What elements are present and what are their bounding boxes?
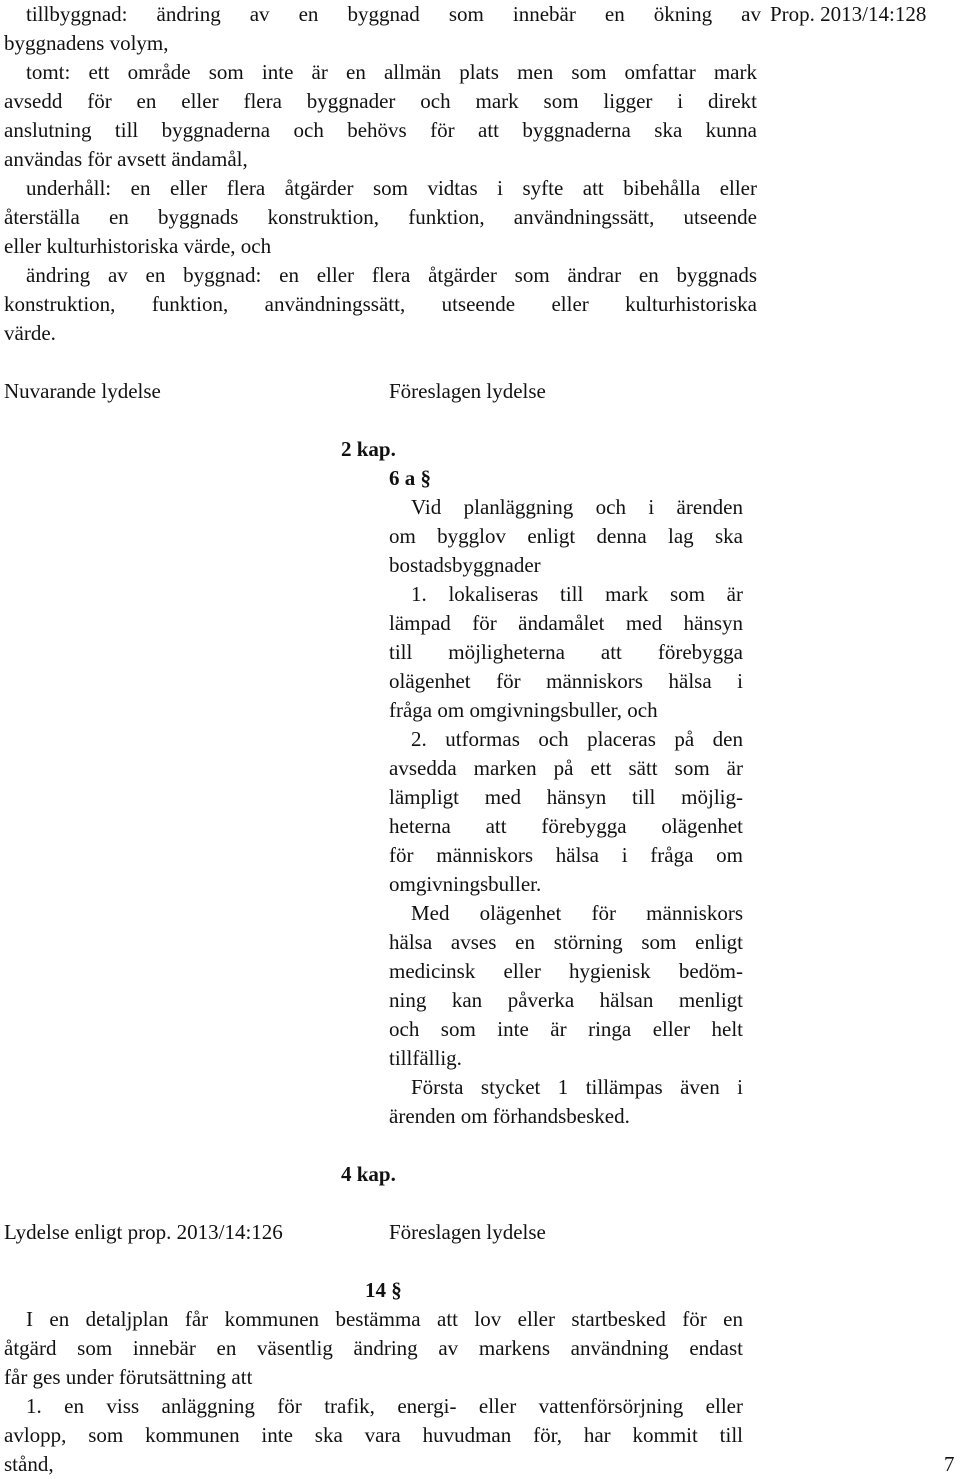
proposed-text-line: I en detaljplan får kommunen bestämma att lov eller startbesked för en	[26, 1307, 743, 1331]
column-heading-proposed: Föreslagen lydelse	[389, 379, 546, 403]
definition-line: anslutning till byggnaderna och behövs för att byggnaderna ska kunna	[4, 118, 757, 142]
proposed-text-line: heterna att förebygga olägenhet	[389, 814, 743, 838]
proposed-text-line: omgivningsbuller.	[389, 872, 542, 896]
definition-line: tillbyggnad: ändring av en byggnad som innebär en ökning av	[26, 2, 761, 26]
proposed-text-line: Vid planläggning och i ärenden	[411, 495, 743, 519]
proposed-text-line: olägenhet för människors hälsa i	[389, 669, 743, 693]
definition-line: avsedd för en eller flera byggnader och mark som ligger i direkt	[4, 89, 757, 113]
definition-line: underhåll: en eller flera åtgärder som vidtas i syfte att bibehålla eller	[26, 176, 757, 200]
definition-line: värde.	[4, 321, 56, 345]
proposed-text-line: till möjligheterna att förebygga	[389, 640, 743, 664]
definition-line: eller kulturhistoriska värde, och	[4, 234, 272, 258]
definition-line: tomt: ett område som inte är en allmän plats men som omfattar mark	[26, 60, 757, 84]
proposed-text-line: fråga om omgivningsbuller, och	[389, 698, 658, 722]
definition-line: återställa en byggnads konstruktion, funktion, användningssätt, utseende	[4, 205, 757, 229]
proposed-text-line: får ges under förutsättning att	[4, 1365, 253, 1389]
page-number: 7	[944, 1452, 955, 1476]
proposed-text-line: för människors hälsa i fråga om	[389, 843, 743, 867]
proposed-text-line: stånd,	[4, 1452, 54, 1476]
proposed-text-line: ärenden om förhandsbesked.	[389, 1104, 630, 1128]
column-heading-proposed: Föreslagen lydelse	[389, 1220, 546, 1244]
proposed-text-line: lämpad för ändamålet med hänsyn	[389, 611, 743, 635]
column-heading-current: Nuvarande lydelse	[4, 379, 161, 403]
paragraph-label: 6 a §	[389, 466, 431, 490]
proposed-text-line: om bygglov enligt denna lag ska	[389, 524, 743, 548]
chapter-heading: 4 kap.	[341, 1162, 396, 1186]
proposed-text-line: Första stycket 1 tillämpas även i	[411, 1075, 743, 1099]
proposed-text-line: åtgärd som innebär en väsentlig ändring av markens användning endast	[4, 1336, 743, 1360]
proposed-text-line: och som inte är ringa eller helt	[389, 1017, 743, 1041]
proposed-text-line: medicinsk eller hygienisk bedöm-	[389, 959, 743, 983]
proposed-text-line: bostadsbyggnader	[389, 553, 541, 577]
column-heading-current: Lydelse enligt prop. 2013/14:126	[4, 1220, 283, 1244]
proposed-text-line: lämpligt med hänsyn till möjlig-	[389, 785, 743, 809]
definition-line: ändring av en byggnad: en eller flera åtgärder som ändrar en byggnads	[26, 263, 757, 287]
proposed-text-line: tillfällig.	[389, 1046, 462, 1070]
proposed-text-line: hälsa avses en störning som enligt	[389, 930, 743, 954]
proposed-text-line: ning kan påverka hälsan menligt	[389, 988, 743, 1012]
proposed-text-line: 1. en viss anläggning för trafik, energi- eller vattenförsörjning eller	[26, 1394, 743, 1418]
definition-line: byggnadens volym,	[4, 31, 169, 55]
proposed-text-line: avlopp, som kommunen inte ska vara huvudman för, har kommit till	[4, 1423, 743, 1447]
paragraph-label: 14 §	[365, 1278, 402, 1302]
proposed-text-line: 2. utformas och placeras på den	[411, 727, 743, 751]
chapter-heading: 2 kap.	[341, 437, 396, 461]
definition-line: konstruktion, funktion, användningssätt, utseende eller kulturhistoriska	[4, 292, 757, 316]
document-reference: Prop. 2013/14:128	[770, 2, 927, 26]
proposed-text-line: avsedda marken på ett sätt som är	[389, 756, 743, 780]
definition-line: användas för avsett ändamål,	[4, 147, 248, 171]
proposed-text-line: 1. lokaliseras till mark som är	[411, 582, 743, 606]
proposed-text-line: Med olägenhet för människors	[411, 901, 743, 925]
